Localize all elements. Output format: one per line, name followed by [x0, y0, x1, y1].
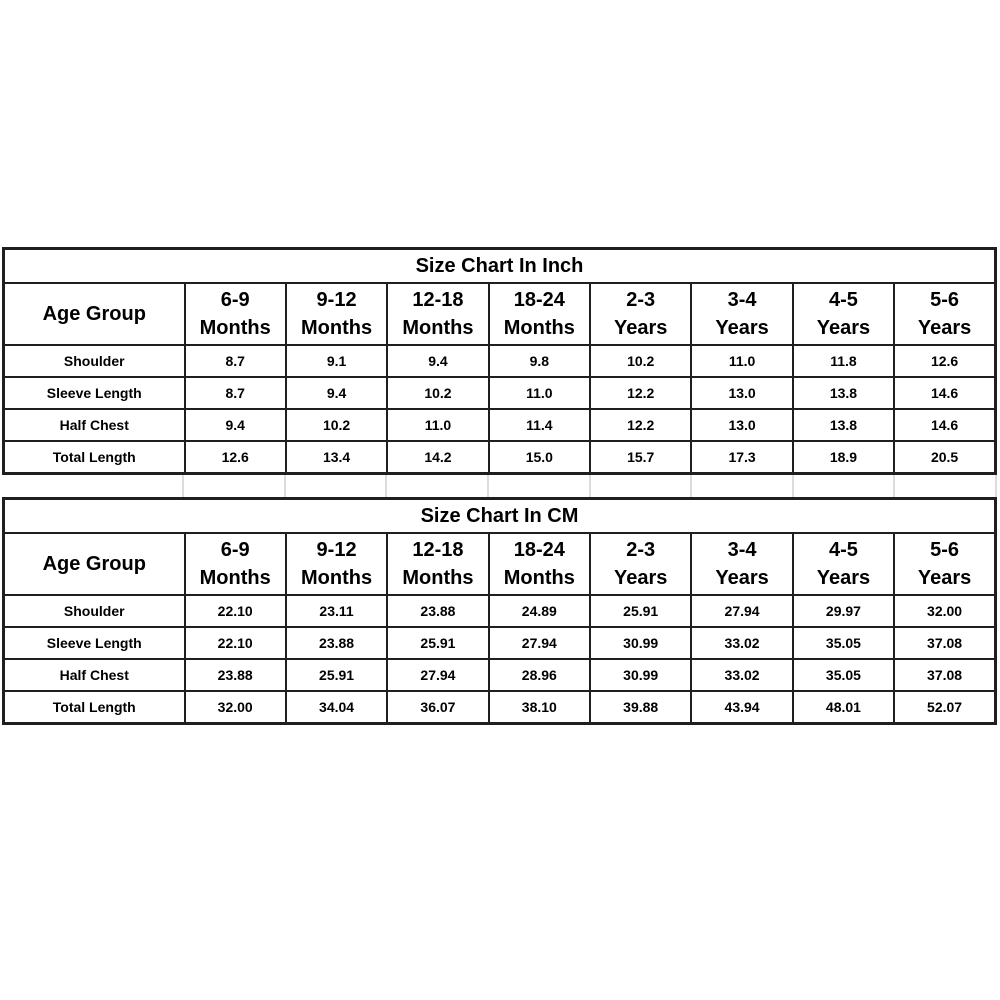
measurement-value-cell: 48.01 — [793, 691, 894, 724]
measurement-value-cell: 39.88 — [590, 691, 691, 724]
measurement-value-cell: 23.88 — [185, 659, 286, 691]
age-column-header — [387, 533, 488, 595]
table-title: Size Chart In CM — [4, 499, 996, 534]
measurement-value-cell: 14.6 — [894, 377, 995, 409]
age-unit-line: Months — [301, 317, 373, 339]
measurement-value-cell: 9.4 — [286, 377, 387, 409]
spacer-cell — [590, 475, 692, 497]
age-range-line: 9-12 — [316, 289, 357, 311]
age-range-line: 6-9 — [220, 539, 250, 561]
measurement-value-cell: 10.2 — [387, 377, 488, 409]
age-unit-line: Years — [715, 567, 769, 589]
measurement-label: Sleeve Length — [4, 627, 185, 659]
age-column-header — [590, 533, 691, 595]
age-unit-line: Months — [199, 317, 271, 339]
measurement-value-cell: 37.08 — [894, 627, 995, 659]
age-column-header — [894, 283, 995, 345]
age-column-header — [691, 533, 792, 595]
spacer-cell — [793, 475, 895, 497]
measurement-label: Shoulder — [4, 595, 185, 627]
measurement-label: Half Chest — [4, 659, 185, 691]
age-unit-line: Months — [503, 567, 575, 589]
age-range-line: 12-18 — [412, 539, 464, 561]
measurement-label: Half Chest — [4, 409, 185, 441]
age-range-line: 5-6 — [930, 539, 960, 561]
measurement-value-cell: 33.02 — [691, 627, 792, 659]
size-chart-cm-table — [2, 497, 997, 725]
age-column-header — [793, 283, 894, 345]
measurement-value-cell: 17.3 — [691, 441, 792, 474]
measurement-row — [4, 691, 996, 724]
measurement-value-cell: 27.94 — [691, 595, 792, 627]
measurement-value-cell: 22.10 — [185, 627, 286, 659]
measurement-value-cell: 32.00 — [894, 595, 995, 627]
measurement-value-cell: 20.5 — [894, 441, 995, 474]
table-header-row — [4, 283, 996, 345]
measurement-value-cell: 34.04 — [286, 691, 387, 724]
age-column-header — [387, 283, 488, 345]
measurement-value-cell: 11.4 — [489, 409, 590, 441]
measurement-value-cell: 32.00 — [185, 691, 286, 724]
measurement-value-cell: 36.07 — [387, 691, 488, 724]
age-unit-line: Years — [917, 567, 972, 589]
age-range-line: 2-3 — [626, 539, 656, 561]
age-unit-line: Years — [816, 317, 871, 339]
age-unit-line: Months — [402, 567, 474, 589]
measurement-value-cell: 30.99 — [590, 659, 691, 691]
age-range-line: 18-24 — [513, 289, 565, 311]
measurement-value-cell: 11.0 — [387, 409, 488, 441]
table-spacer — [2, 475, 997, 497]
measurement-value-cell: 9.8 — [489, 345, 590, 377]
measurement-value-cell: 18.9 — [793, 441, 894, 474]
measurement-value-cell: 23.88 — [286, 627, 387, 659]
measurement-label: Sleeve Length — [4, 377, 185, 409]
measurement-value-cell: 24.89 — [489, 595, 590, 627]
age-column-header — [489, 533, 590, 595]
table-title-row — [4, 499, 996, 534]
measurement-value-cell: 27.94 — [489, 627, 590, 659]
measurement-value-cell: 28.96 — [489, 659, 590, 691]
age-unit-line: Years — [917, 317, 972, 339]
size-charts-container — [2, 247, 997, 725]
measurement-value-cell: 15.0 — [489, 441, 590, 474]
age-unit-line: Years — [816, 567, 871, 589]
age-column-header — [894, 533, 995, 595]
age-range-line: 12-18 — [412, 289, 464, 311]
measurement-value-cell: 9.4 — [185, 409, 286, 441]
age-unit-line: Months — [301, 567, 373, 589]
measurement-value-cell: 12.6 — [894, 345, 995, 377]
table-title: Size Chart In Inch — [4, 249, 996, 284]
measurement-value-cell: 25.91 — [590, 595, 691, 627]
measurement-value-cell: 13.8 — [793, 409, 894, 441]
measurement-value-cell: 37.08 — [894, 659, 995, 691]
age-unit-line: Months — [402, 317, 474, 339]
spacer-cell — [488, 475, 590, 497]
table-title-row — [4, 249, 996, 284]
spacer-cell — [894, 475, 996, 497]
measurement-value-cell: 27.94 — [387, 659, 488, 691]
measurement-label: Shoulder — [4, 345, 185, 377]
measurement-value-cell: 10.2 — [590, 345, 691, 377]
measurement-row — [4, 659, 996, 691]
age-range-line: 4-5 — [828, 539, 858, 561]
age-group-header: Age Group — [4, 533, 185, 595]
measurement-value-cell: 35.05 — [793, 627, 894, 659]
age-column-header — [489, 283, 590, 345]
measurement-value-cell: 8.7 — [185, 377, 286, 409]
spacer-cell — [285, 475, 387, 497]
age-range-line: 6-9 — [220, 289, 250, 311]
measurement-value-cell: 43.94 — [691, 691, 792, 724]
measurement-value-cell: 38.10 — [489, 691, 590, 724]
measurement-value-cell: 23.88 — [387, 595, 488, 627]
measurement-value-cell: 52.07 — [894, 691, 995, 724]
measurement-value-cell: 13.4 — [286, 441, 387, 474]
size-chart-inch-table — [2, 247, 997, 475]
measurement-value-cell: 11.0 — [691, 345, 792, 377]
measurement-value-cell: 13.0 — [691, 409, 792, 441]
spacer-cell — [183, 475, 285, 497]
measurement-label: Total Length — [4, 441, 185, 474]
measurement-value-cell: 11.8 — [793, 345, 894, 377]
measurement-value-cell: 12.6 — [185, 441, 286, 474]
age-column-header — [286, 283, 387, 345]
spacer-row — [2, 475, 996, 497]
age-column-header — [286, 533, 387, 595]
measurement-value-cell: 23.11 — [286, 595, 387, 627]
measurement-value-cell: 33.02 — [691, 659, 792, 691]
age-range-line: 3-4 — [727, 539, 757, 561]
age-unit-line: Years — [613, 567, 668, 589]
spacer-cell — [2, 475, 183, 497]
measurement-row — [4, 595, 996, 627]
measurement-value-cell: 29.97 — [793, 595, 894, 627]
age-unit-line: Years — [613, 317, 668, 339]
measurement-label: Total Length — [4, 691, 185, 724]
measurement-value-cell: 30.99 — [590, 627, 691, 659]
age-unit-line: Years — [715, 317, 769, 339]
measurement-value-cell: 14.2 — [387, 441, 488, 474]
age-column-header — [590, 283, 691, 345]
table-header-row — [4, 533, 996, 595]
age-range-line: 9-12 — [316, 539, 357, 561]
measurement-value-cell: 9.1 — [286, 345, 387, 377]
measurement-row — [4, 409, 996, 441]
spacer-cell — [386, 475, 488, 497]
age-column-header — [793, 533, 894, 595]
measurement-value-cell: 15.7 — [590, 441, 691, 474]
measurement-value-cell: 13.0 — [691, 377, 792, 409]
measurement-row — [4, 627, 996, 659]
age-range-line: 18-24 — [513, 539, 565, 561]
measurement-value-cell: 22.10 — [185, 595, 286, 627]
age-range-line: 4-5 — [828, 289, 858, 311]
measurement-row — [4, 345, 996, 377]
age-column-header — [185, 533, 286, 595]
measurement-value-cell: 11.0 — [489, 377, 590, 409]
age-unit-line: Months — [503, 317, 575, 339]
measurement-row — [4, 441, 996, 474]
measurement-value-cell: 9.4 — [387, 345, 488, 377]
age-column-header — [185, 283, 286, 345]
measurement-value-cell: 14.6 — [894, 409, 995, 441]
measurement-value-cell: 12.2 — [590, 377, 691, 409]
measurement-value-cell: 13.8 — [793, 377, 894, 409]
measurement-value-cell: 25.91 — [286, 659, 387, 691]
age-range-line: 2-3 — [626, 289, 656, 311]
measurement-value-cell: 25.91 — [387, 627, 488, 659]
age-range-line: 3-4 — [727, 289, 757, 311]
age-group-header: Age Group — [4, 283, 185, 345]
measurement-row — [4, 377, 996, 409]
measurement-value-cell: 8.7 — [185, 345, 286, 377]
age-column-header — [691, 283, 792, 345]
spacer-cell — [691, 475, 793, 497]
age-unit-line: Months — [199, 567, 271, 589]
measurement-value-cell: 35.05 — [793, 659, 894, 691]
measurement-value-cell: 12.2 — [590, 409, 691, 441]
measurement-value-cell: 10.2 — [286, 409, 387, 441]
age-range-line: 5-6 — [930, 289, 960, 311]
